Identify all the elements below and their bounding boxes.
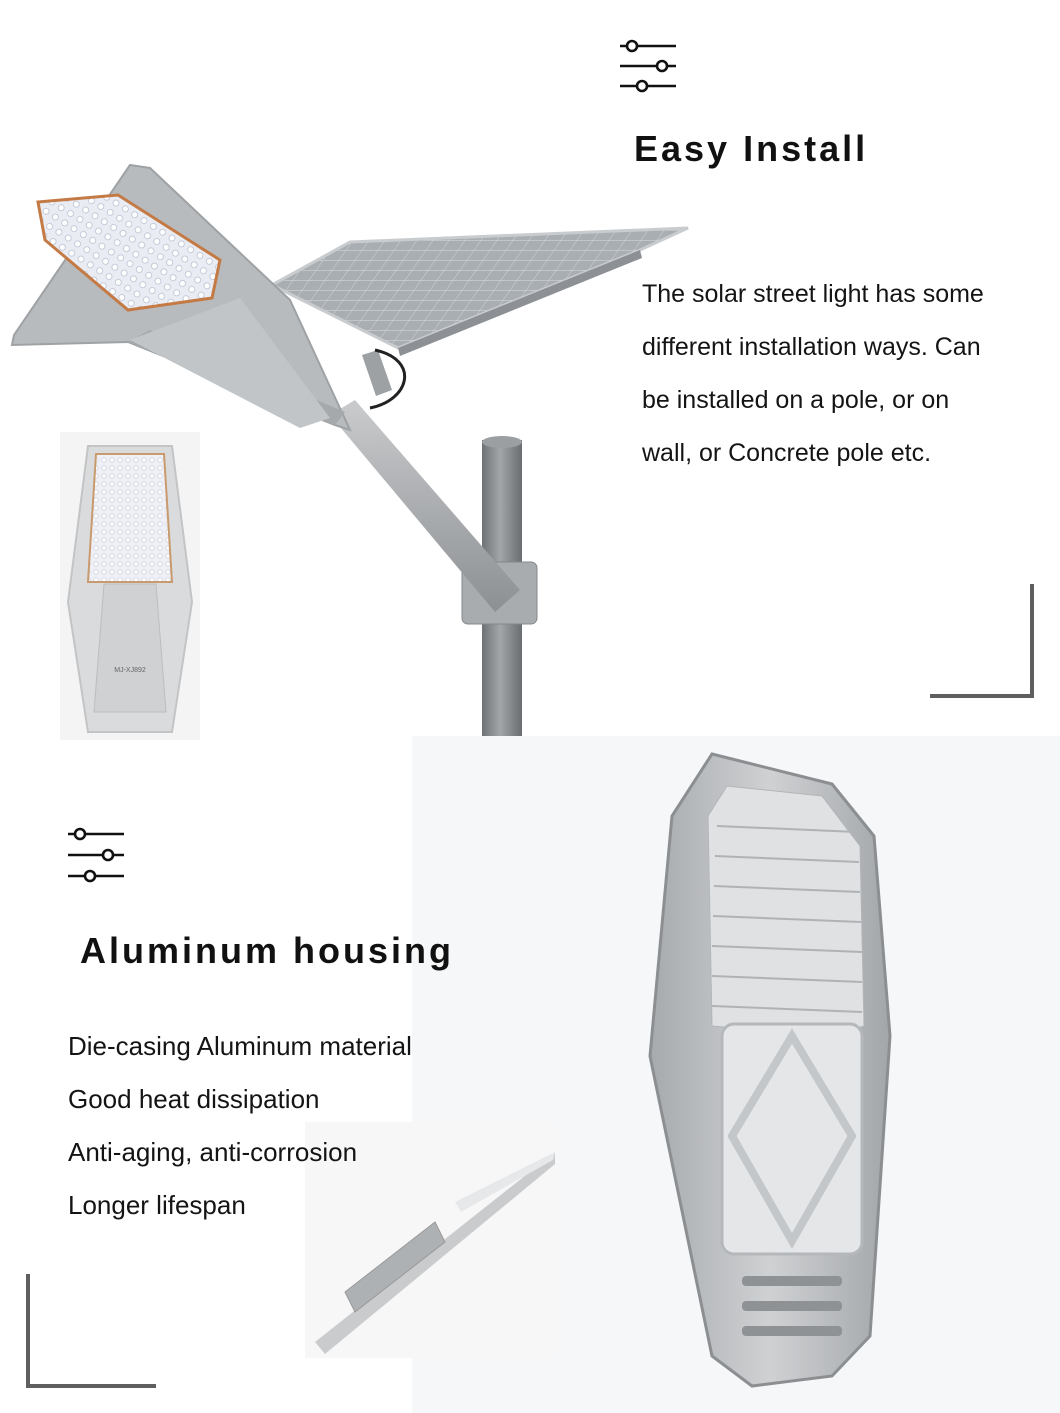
sliders-icon: [618, 38, 678, 96]
housing-title: Aluminum housing: [80, 930, 454, 971]
install-title: Easy Install: [634, 128, 869, 169]
list-item: Die-casing Aluminum material: [68, 1031, 412, 1061]
lamp-front-view-image: [60, 432, 200, 740]
sliders-icon: [66, 826, 126, 884]
list-item: Longer lifespan: [68, 1190, 246, 1220]
corner-frame: [930, 584, 1034, 698]
list-item: Anti-aging, anti-corrosion: [68, 1137, 358, 1167]
install-description: The solar street light has some different installation ways. Can be installed on a pole, or on wall, or Concrete pole etc.: [642, 280, 984, 467]
solar-panel: [272, 228, 688, 348]
lamp-model-label: MJ-XJ892: [114, 667, 146, 674]
housing-feature-list: [68, 1020, 412, 1232]
driver-box: [722, 1024, 862, 1254]
list-item: Good heat dissipation: [68, 1084, 320, 1114]
corner-frame: [26, 1274, 156, 1388]
